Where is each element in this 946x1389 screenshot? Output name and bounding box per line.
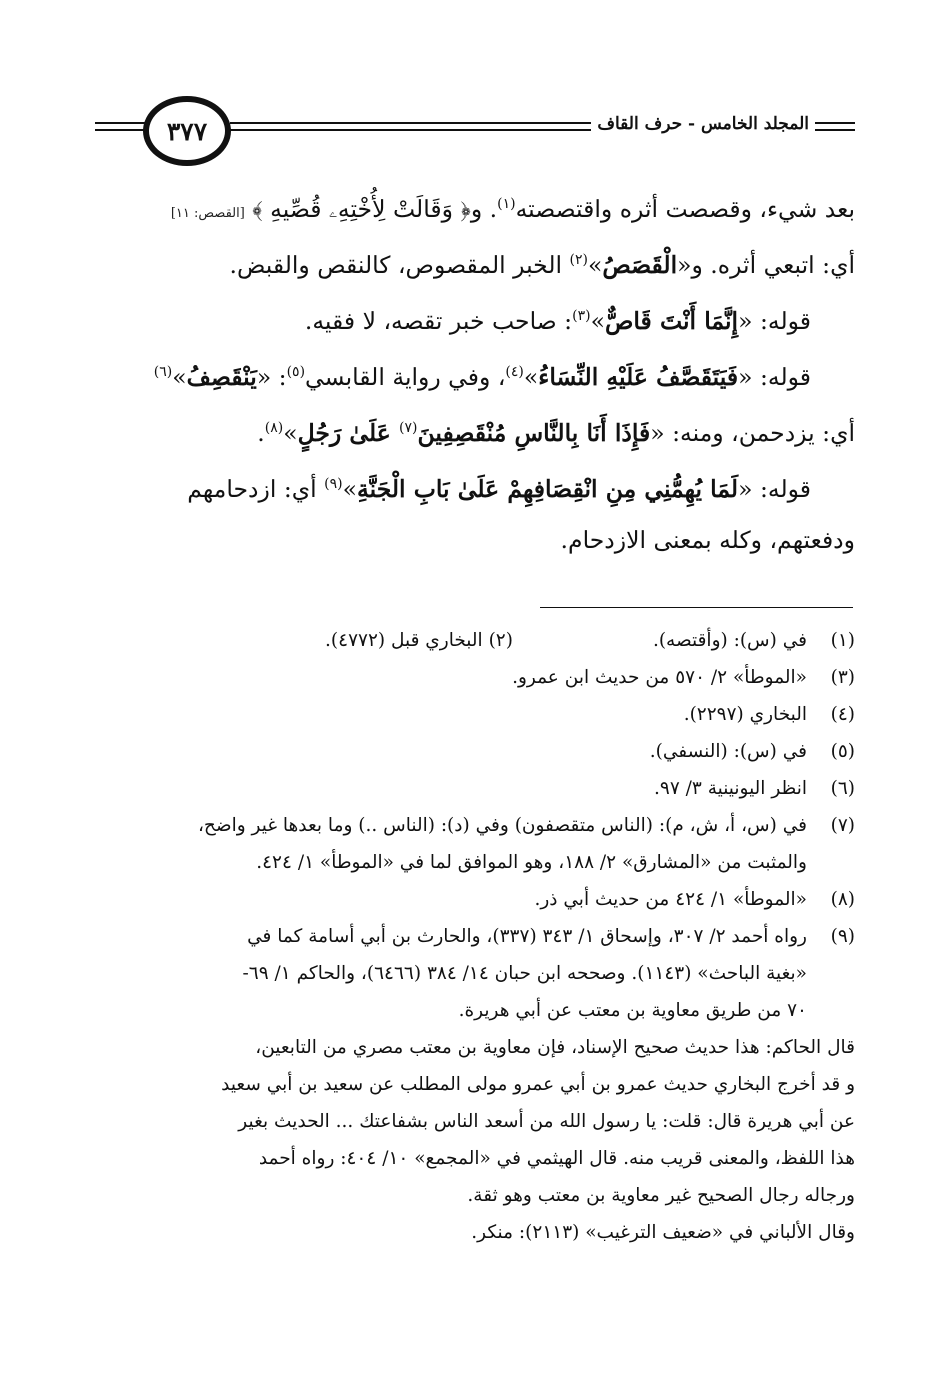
hadith-phrase: لَمَا يُهِمُّنِي مِنِ انْقِصَافِهِمْ عَلَىٰ بَابِ الْجَنَّةِ xyxy=(357,474,739,503)
footnote-ref: (٨) xyxy=(264,420,284,436)
text-line-6 xyxy=(95,456,855,512)
quran-quote: . و﴿ وَقَالَتْ لِأُخْتِهِۦ قُصِّيهِ ﴾ xyxy=(252,194,498,223)
text-span: أي: ازدحامهم xyxy=(187,474,325,503)
footnote-text: انظر اليونينية ٣/ ٩٧. xyxy=(654,778,807,799)
footnote-ref: (٧) xyxy=(399,420,418,436)
footnote-number: (٣) xyxy=(830,667,855,688)
text-line-2 xyxy=(95,232,855,288)
footnote-paragraph: وقال الألباني في «ضعيف الترغيب» (٢١١٣): منكر. xyxy=(471,1222,855,1243)
text-span: » xyxy=(523,362,539,391)
hadith-phrase: إِنَّمَا أَنْتَ قَاصٌّ xyxy=(604,306,739,335)
running-title: المجلد الخامس - حرف القاف xyxy=(591,114,815,134)
footnote-number: (٥) xyxy=(830,741,855,762)
hadith-phrase: فَإِذَا أَنَا بِالنَّاسِ مُنْقَصِفِينَ xyxy=(417,418,651,447)
footnote-text: في (س، أ، ش، م): (الناس متقصفون) وفي (د): (الناس ..) وما بعدها غير واضح، xyxy=(197,815,807,836)
footnotes xyxy=(100,622,855,1251)
footnote-3 xyxy=(100,659,855,696)
footnote-9-continued: «بغية الباحث» (١١٤٣). وصححه ابن حبان ١٤/ ٣٨٤ (٦٤٦٦)، والحاكم ١/ ٦٩- xyxy=(242,963,807,984)
footnote-number: (٧) xyxy=(830,815,855,836)
footnote-number: (٨) xyxy=(830,889,855,910)
text-span: » xyxy=(342,474,358,503)
text-span: » xyxy=(590,306,605,335)
footnote-ref: (٢) xyxy=(569,252,588,268)
footnote-paragraph: هذا اللفظ، والمعنى قريب منه. قال الهيثمي في «المجمع» ١٠/ ٤٠٤: رواه أحمد xyxy=(258,1148,855,1169)
footnote-8 xyxy=(100,881,855,918)
footnote-number: (١) xyxy=(830,630,855,651)
text-span: أي: اتبعي أثره. و« xyxy=(677,250,855,279)
text-line-4 xyxy=(95,344,855,400)
hadith-phrase: فَيَتَقَصَّفُ عَلَيْهِ النِّسَاءُ xyxy=(538,362,739,391)
footnote-ref: (٥) xyxy=(286,364,306,380)
footnote-text: في (س): (وأقتصه). xyxy=(652,630,807,651)
page-number: ٣٧٧ xyxy=(143,96,231,166)
footnote-1-2 xyxy=(100,622,855,659)
footnote-text: «الموطأ» ١/ ٤٢٤ من حديث أبي ذر. xyxy=(534,889,807,910)
footnote-ref: (٩) xyxy=(324,476,343,492)
text-span: . xyxy=(257,418,265,447)
footnote-text: «الموطأ» ٢/ ٥٧٠ من حديث ابن عمرو. xyxy=(512,667,807,688)
text-span: » xyxy=(587,250,603,279)
quran-reference: [القصص: ١١] xyxy=(170,205,245,221)
text-span: قوله: « xyxy=(738,306,811,335)
footnote-5 xyxy=(100,733,855,770)
footnote-paragraph: و قد أخرج البخاري حديث عمرو بن أبي عمرو مولى المطلب عن سعيد بن أبي سعيد xyxy=(221,1074,855,1095)
footnote-text: البخاري قبل (٤٧٧٢). xyxy=(325,630,483,651)
footnote-ref: (١) xyxy=(497,196,516,212)
footnote-number: (٤) xyxy=(830,704,855,725)
footnote-ref: (٤) xyxy=(505,364,524,380)
text-span: ، وفي رواية القابسي xyxy=(305,362,506,391)
headword: الْقَصَصُ xyxy=(602,250,678,279)
text-line-5 xyxy=(95,400,855,456)
text-span: : صاحب خبر تقصه، لا فقيه. xyxy=(304,306,573,335)
text-line-3 xyxy=(95,288,855,344)
main-text xyxy=(95,176,855,568)
footnote-6 xyxy=(100,770,855,807)
text-span: الخبر المقصوص، كالنقص والقبض. xyxy=(229,250,570,279)
text-span: قوله: « xyxy=(738,474,811,503)
page-header xyxy=(95,92,855,164)
footnote-paragraph: ورجاله رجال الصحيح غير معاوية بن معتب وهو ثقة. xyxy=(467,1185,855,1206)
text-span: : « xyxy=(256,362,287,391)
hadith-phrase: يَنْقَصِفُ xyxy=(186,362,257,391)
text-span: قوله: « xyxy=(738,362,811,391)
footnote-text: رواه أحمد ٢/ ٣٠٧، وإسحاق ١/ ٣٤٣ (٣٣٧)، والحارث بن أبي أسامة كما في xyxy=(247,926,807,947)
footnote-7 xyxy=(100,807,855,844)
text-span: » xyxy=(172,362,187,391)
footnote-text: في (س): (النسفي). xyxy=(649,741,807,762)
footnote-paragraph: قال الحاكم: هذا حديث صحيح الإسناد، فإن معاوية بن معتب مصري من التابعين، xyxy=(255,1037,855,1058)
footnote-4 xyxy=(100,696,855,733)
footnote-number: (٩) xyxy=(830,926,855,947)
text-span: بعد شيء، وقصصت أثره واقتصصته xyxy=(515,194,855,223)
footnote-number: (٦) xyxy=(830,778,855,799)
footnote-9-continued: ٧٠ من طريق معاوية بن معتب عن أبي هريرة. xyxy=(458,1000,807,1021)
footnote-number: (٢) xyxy=(488,630,513,651)
text-span: » xyxy=(283,418,298,447)
footnote-text: البخاري (٢٢٩٧). xyxy=(683,704,807,725)
footnote-ref: (٣) xyxy=(572,308,591,324)
footnote-ref: (٦) xyxy=(153,364,173,380)
text-line-7: ودفعتهم، وكله بمعنى الازدحام. xyxy=(560,526,855,554)
hadith-phrase: عَلَىٰ رَجُلٍ xyxy=(297,418,400,447)
footnote-paragraph: عن أبي هريرة قال: قلت: يا رسول الله من أسعد الناس بشفاعتك ... الحديث بغير xyxy=(238,1111,855,1132)
text-line-1 xyxy=(95,176,855,232)
text-span: أي: يزدحمن، ومنه: « xyxy=(650,418,855,447)
footnote-7-continued: والمثبت من «المشارق» ٢/ ١٨٨، وهو الموافق لما في «الموطأ» ١/ ٤٢٤. xyxy=(256,852,807,873)
footnote-separator xyxy=(540,607,853,608)
footnote-9 xyxy=(100,918,855,955)
